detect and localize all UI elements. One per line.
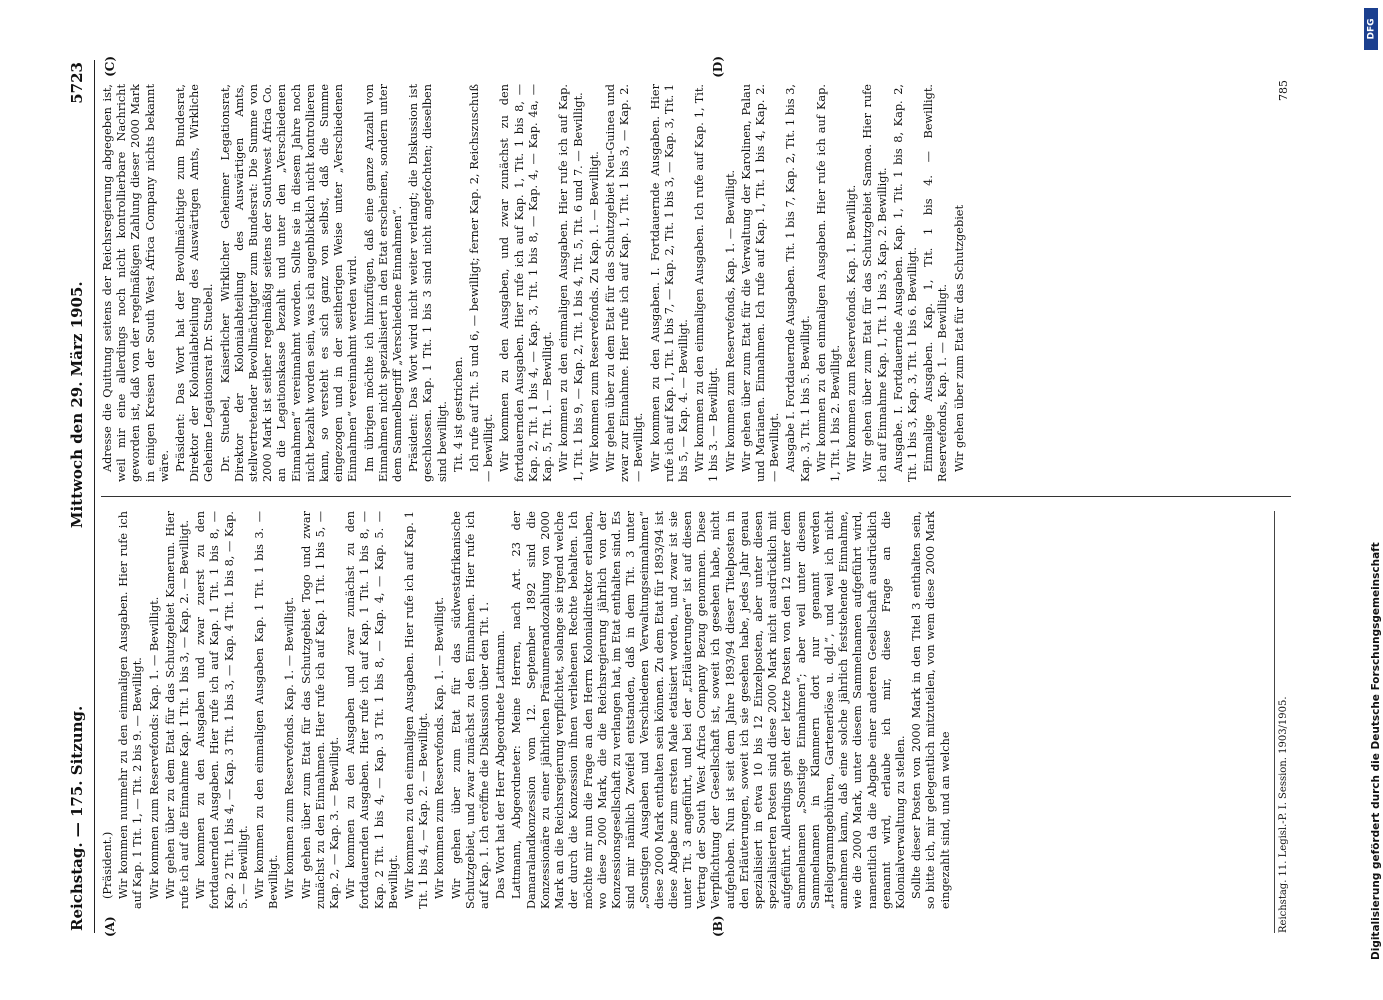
col1-paragraph: Sollte dieser Posten von 2000 Mark in den Titel 3 enthalten sein, so bitte ich, mir gelegentlich mitzuteilen, von wem diese 2000 Mark eingezahlt sind, und an welche bbox=[910, 511, 952, 909]
col1-paragraph: Wir gehen über zum Etat für das südwestafrikanische Schutzgebiet, und zwar zunächst zu den Einnahmen. Hier rufe ich auf Kap. 1. Ich eröffne die Diskussion über den Tit. 1. bbox=[449, 511, 492, 909]
col2-paragraph: Wir gehen über zum Etat für das Schutzgebiet bbox=[952, 204, 966, 472]
dfg-logo: DFG bbox=[1364, 8, 1378, 50]
col2-paragraph: Wir kommen zum Reservefonds. Kap. 1. Bewilligt. bbox=[845, 184, 859, 472]
col2-paragraph: Dr. Stuebel, Kaiserlicher Wirklicher Geheimer Legationsrat, Direktor der Kolonialabteilung des Auswärtigen Amts, stellvertretender Bevollmächtigter zum Bundesrat: Die Summe von 2000 Mark ist seither regelmäßig seitens der Southwest Africa Co. an die Legationskasse bezahlt und unter den „Verschiedenen Einnahmen“ vereinnahmt worden. Sollte sie in diesem Jahre noch nicht bezahlt worden sein, was ich augenblicklich nicht kontrollieren kann, so versteht es sich ganz von selbst, daß die Summe eingezogen und in der seitherigen Weise unter „Verschiedenen Einnahmen“ vereinnahmt werden wird. bbox=[218, 84, 360, 482]
col2-paragraph: Wir kommen zum Reservefonds, Kap. 1. — Bewilligt. bbox=[723, 169, 737, 472]
col1-paragraph: Das Wort hat der Herr Abgeordnete Lattmann. bbox=[494, 630, 508, 899]
col2-paragraph: Wir kommen zu den einmaligen Ausgaben. Hier rufe ich auf Kap. 1, Tit. 1 bis 2. Bewilligt. bbox=[814, 84, 842, 482]
column-divider bbox=[101, 496, 1291, 497]
col2-paragraph: Wir gehen über zum Etat für das Schutzgebiet Samoa. Hier rufe ich auf Einnahme Kap. 1, Tit. 1 bis 3, Kap. 2. Bewilligt. bbox=[861, 84, 889, 482]
header-left: Reichstag. — 175. Sitzung. bbox=[68, 705, 86, 931]
col1-paragraph: Wir gehen über zum Etat für das Schutzgebiet Togo und zwar zunächst zu den Einnahmen. Hier rufe ich auf Kap. 1 Tit. 1 bis 5, — Kap. 2, — Kap. 3. — Bewilligt. bbox=[299, 511, 342, 909]
text-column-left bbox=[101, 511, 1291, 937]
footer-left: Reichstag. 11. Legisl.-P. I. Session. 1903/1905. bbox=[1277, 696, 1289, 933]
margin-letter-a: (A) bbox=[103, 916, 117, 937]
col2-paragraph: Wir kommen zu den einmaligen Ausgaben. Ich rufe auf Kap. 1, Tit. 1 bis 3. — Bewilligt. bbox=[693, 84, 721, 482]
col2-paragraph: Ausgabe. I. Fortdauernde Ausgaben. Kap. 1, Tit. 1 bis 8, Kap. 2, Tit. 1 bis 3, Kap. 3, Tit. 1 bis 6. Bewilligt. bbox=[891, 84, 919, 482]
header-right-page-number: 5723 bbox=[68, 62, 86, 104]
footer-right: 785 bbox=[1276, 80, 1290, 101]
col1-paragraph: Wir kommen zum Reservefonds. Kap. 1. — Bewilligt. bbox=[433, 596, 447, 899]
col2-paragraph: Im übrigen möchte ich hinzufügen, daß eine ganze Anzahl von Einnahmen nicht spezialisiert in den Etat erscheinen, sondern unter dem Sammelbegriff „Verschiedene Einnahmen“. bbox=[362, 84, 405, 482]
col2-paragraph: Wir kommen zum Reservefonds. Zu Kap. 1. — Bewilligt. bbox=[587, 151, 601, 472]
col2-paragraph: Tit. 4 ist gestrichen. bbox=[451, 356, 465, 472]
col2-paragraph: Wir gehen über zum Etat für die Verwaltung der Karolinen, Palau und Marianen. Einnahmen. Ich rufe auf Kap. 1, Tit. 1 bis 4, Kap. 2. — Bewilligt. bbox=[739, 84, 782, 482]
col1-paragraph: Wir kommen zu den Ausgaben und zwar zunächst zu den fortdauernden Ausgaben. Hier rufe ich auf Kap. 1 Tit. 1 bis 8, — Kap. 2 Tit. 1 bis 4, — Kap. 3 Tit. 1 bis 8, — Kap. 4, — Kap. 5. — Bewilligt. bbox=[344, 511, 400, 909]
col1-paragraph: Wir kommen zu den einmaligen Ausgaben. Hier rufe ich auf Kap. 1 Tit. 1 bis 4, — Kap. 2. — Bewilligt. bbox=[403, 511, 431, 909]
document-page bbox=[68, 54, 1300, 939]
text-column-right bbox=[101, 56, 1291, 482]
col2-paragraph: Wir gehen über zu dem Etat für das Schutzgebiet Neu-Guinea und zwar zur Einnahme. Hier rufe ich auf Kap. 1, Tit. 1 bis 3, — Kap. 2. — Bewilligt. bbox=[603, 84, 646, 482]
col1-paragraph: Wir kommen zum Reservefonds: Kap. 1. — Bewilligt. bbox=[147, 596, 161, 899]
page-header bbox=[68, 60, 95, 933]
col1-paragraph: Wir kommen zu den einmaligen Ausgaben Kap. 1 Tit. 1 bis 3. — Bewilligt. bbox=[253, 511, 281, 909]
col2-paragraph: Präsident: Das Wort hat der Bevollmächtigte zum Bundesrat, Direktor der Kolonialabteilung des Auswärtigen Amts, Wirkliche Geheime Legationsrat Dr. Stuebel. bbox=[174, 84, 216, 482]
col1-paragraph: Wir kommen nunmehr zu den einmaligen Ausgaben. Hier rufe ich auf Kap. 1 Tit. 1, — Tit. 2 bis 9. — Bewilligt. bbox=[117, 511, 145, 909]
col2-paragraph: Wir kommen zu den einmaligen Ausgaben. Hier rufe ich auf Kap. 1, Tit. 1 bis 9, — Kap. 2, Tit. 1 bis 4, Tit. 5, Tit. 6 und 7. — Bewilligt. bbox=[557, 84, 585, 482]
col1-paragraph: Wir kommen zum Reservefonds. Kap. 1. — Bewilligt. bbox=[283, 596, 297, 899]
col2-paragraph: Ich rufe auf Tit. 5 und 6, — bewilligt; ferner Kap. 2, Reichszuschuß — bewilligt. bbox=[468, 84, 496, 482]
col1-paragraph: Wir gehen über zu dem Etat für das Schutzgebiet Kamerun. Hier rufe ich auf die Einnahme Kap. 1 Tit. 1 bis 3, — Kap. 2. — Bewilligt. bbox=[163, 511, 192, 909]
col2-paragraph: Adresse die Quittung seitens der Reichsregierung abgegeben ist, weil mir eine allerdings noch nicht kontrollierbare Nachricht geworden ist, daß von der regelmäßigen Zahlung dieser 2000 Mark in einigen Kreisen der South West Africa Company nichts bekannt wäre. bbox=[101, 84, 171, 482]
col1-paragraph: Wir kommen zu den Ausgaben und zwar zuerst zu den fortdauernden Ausgaben. Hier rufe ich auf Kap. 1 Tit. 1 bis 8, — Kap. 2 Tit. 1 bis 4, — Kap. 3 Tit. 1 bis 3, — Kap. 4 Tit. 1 bis 8, — Kap. 5. — Bewilligt. bbox=[194, 511, 250, 909]
col1-paragraph: (Präsident.) bbox=[101, 831, 114, 899]
margin-letter-b: (B) bbox=[711, 915, 725, 937]
col2-paragraph: Ausgabe I. Fortdauernde Ausgaben. Tit. 1 bis 7, Kap. 2, Tit. 1 bis 3, Kap. 3, Tit. 1 bis 5. Bewilligt. bbox=[784, 84, 812, 482]
page-footer bbox=[1274, 511, 1291, 933]
col2-paragraph: Wir kommen zu den Ausgaben. I. Fortdauernde Ausgaben. Hier rufe ich auf Kap. 1, Tit. 1 bis 7, — Kap. 2, Tit. 1 bis 3, — Kap. 3, Tit. 1 bis 5, — Kap. 4. — Bewilligt. bbox=[648, 84, 690, 482]
margin-letter-c: (C) bbox=[103, 56, 117, 77]
col2-paragraph: Einmalige Ausgaben. Kap. 1, Tit. 1 bis 4. — Bewilligt. Reservefonds, Kap. 1. — Bewilligt. bbox=[922, 84, 950, 482]
digitization-credit: Digitalisierung gefördert durch die Deutsche Forschungsgemeinschaft bbox=[1370, 542, 1382, 960]
col2-paragraph: Präsident: Das Wort wird nicht weiter verlangt; die Diskussion ist geschlossen. Kap. 1 Tit. 1 bis 3 sind nicht angefochten; dieselben sind bewilligt. bbox=[407, 84, 449, 482]
col2-paragraph: Wir kommen zu den Ausgaben, und zwar zunächst zu den fortdauernden Ausgaben. Hier rufe ich auf Kap. 1, Tit. 1 bis 8, — Kap. 2, Tit. 1 bis 4, — Kap. 3, Tit. 1 bis 8, — Kap. 4, — Kap. 4a, — Kap. 5, Tit. 1. — Bewilligt. bbox=[498, 84, 555, 482]
header-center: Mittwoch den 29. März 1905. bbox=[68, 281, 86, 529]
col1-paragraph: Lattmann, Abgeordneter: Meine Herren, nach Art. 23 der Damaralandkonzession vom 12. September 1892 sind die Konzessionäre zu einer jährlichen Pränumerandozahlung von 2000 Mark an die Reichsregierung verpflichtet, solange sie irgend welche der durch die Konzession ihnen verliehenen Rechte behalten. Ich möchte mir nun die Frage an den Herrn Kolonialdirektor erlauben, wo diese 2000 Mark, die die Reichsregierung jährlich von der Konzessionsgesellschaft zu verlangen hat, im Etat enthalten sind. Es sind mir nämlich Zweifel entstanden, daß in dem Tit. 3 unter „Sonstigen Ausgaben und Verschiedenen Verwaltungseinnahmen“ diese 2000 Mark enthalten sein können. Zu dem Etat für 1893/94 ist diese Abgabe zum ersten Male etatisiert worden, und zwar ist sie unter Tit. 3 angeführt, und bei der „Erläuterungen“ ist auf diesen Vertrag der South West Africa Company Bezug genommen. Diese Verpflichtung der Gesellschaft ist, soweit ich gesehen habe, nicht aufgehoben. Nun ist seit dem Jahre 1893/94 dieser Titelposten in den Erläuterungen, soweit ich sie gesehen habe, jedes Jahr genau spezialisiert in etwa 10 bis 12 Einzelposten, aber unter diesen spezialisierten Posten sind diese 2000 Mark nicht ausdrücklich mit aufgeführt. Allerdings geht der letzte Posten von den 12 unter dem Sammelnamen „Sonstige Einnahmen“; aber weil unter diesem Sammelnamen in Klammern dort nur genannt werden „Heliogrammgebühren, Gartenerlöse u. dgl.“, und weil ich nicht annehmen kann, daß eine solche jährlich feststehende Einnahme, wie die 2000 Mark, unter diesem Sammelnamen aufgeführt wird, namentlich da die Abgabe einer anderen Gesellschaft ausdrücklich genannt wird, erlaube ich mir, diese Frage an die Kolonialverwaltung zu stellen. bbox=[510, 511, 907, 909]
margin-letter-d: (D) bbox=[711, 56, 725, 78]
